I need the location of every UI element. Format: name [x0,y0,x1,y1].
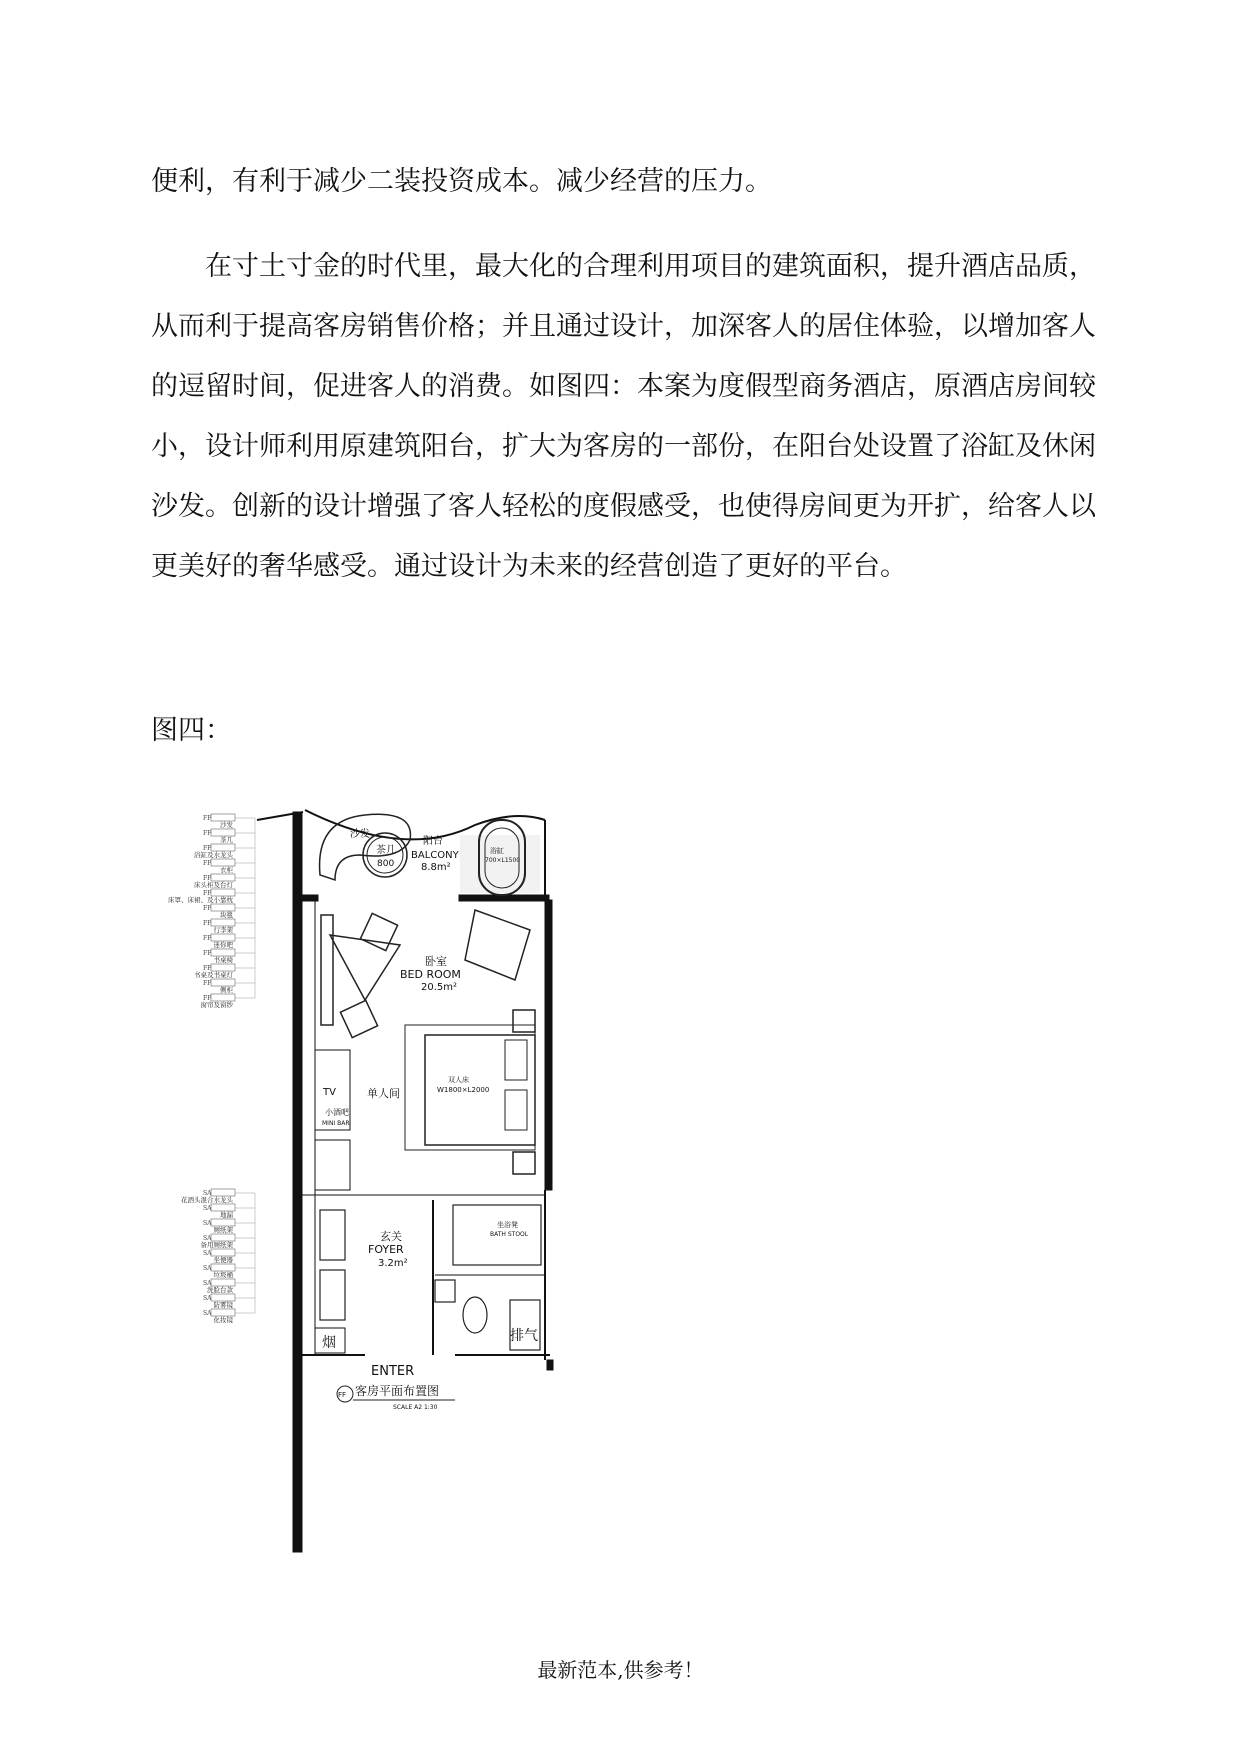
legend-item: 厕纸架 [213,1226,233,1234]
legend-box [211,1249,235,1256]
balcony-label-cn: 阳台 [423,836,443,847]
legend-box [211,979,235,986]
legend-item: 书桌及书桌灯 [194,971,233,979]
legend-box [211,949,235,956]
legend-item: 备用厕纸架 [200,1241,233,1249]
legend-tag: FF [203,875,212,882]
legend-top [168,814,255,1009]
legend-item: 洗脸台款 [207,1286,233,1294]
legend-item: 茶几 [220,836,233,844]
legend-tag: FF [203,980,212,987]
plan-labels [322,827,538,1411]
sofa-label: 沙发 [350,829,370,840]
bath-stool-cn: 坐浴凳 [497,1221,518,1229]
legend-box [211,844,235,851]
legend-item: 床头柜及台灯 [194,881,233,889]
legend-tag: FF [203,935,212,942]
legend-box [211,889,235,896]
legend-item: 衣柜 [220,866,233,874]
floor-plan-figure [168,800,655,1590]
legend-box [211,1294,235,1301]
exhaust-label: 排气 [510,1328,538,1344]
legend-tag: FF [203,950,212,957]
legend-item: 窗帘及窗纱 [200,1001,233,1009]
foyer-label-en: FOYER [368,1243,404,1256]
legend-box [211,934,235,941]
paragraph-1: 便利，有利于减少二装投资成本。减少经营的压力。 [151,166,772,197]
legend-item: 坐便器 [213,1256,233,1264]
legend-item: 花洒头混合水龙头 [181,1196,233,1204]
legend-item: 书桌椅 [213,956,233,964]
legend-box [211,1279,235,1286]
legend-box [211,829,235,836]
legend-box [211,1309,235,1316]
legend-tag: FF [203,905,212,912]
foyer-label-cn: 玄关 [380,1230,402,1243]
tea-table-label: 茶几 [376,845,396,856]
bathtub-size: 700×L1500 [485,857,521,864]
legend-item: 行李架 [213,926,233,934]
legend-tag: FF [203,845,212,852]
balcony-label-en: BALCONY [411,850,459,861]
legend-box [211,1264,235,1271]
legend-item: 床罩、床裙、及小靠枕 [168,896,233,904]
tv-label: TV [323,1087,336,1098]
figure-caption: 图四： [151,715,232,746]
legend-tag: SA [203,1295,212,1302]
bedroom-label-en: BED ROOM [400,968,461,981]
legend-box [211,994,235,1001]
legend-box [211,919,235,926]
legend-item: 地漏 [220,1211,233,1219]
paragraph-2: 在寸土寸金的时代里，最大化的合理利用项目的建筑面积，提升酒店品质，从而利于提高客房销售价格；并且通过设计，加深客人的居住体验，以增加客人的逗留时间，促进客人的消费。如图四：本案为度假型商务酒店，原酒店房间较小，设计师利用原建筑阳台，扩大为客房的一部份，在阳台处设置了浴缸及休闲沙发。创新的设计增强了客人轻松的度假感受，也使得房间更为开扩，给客人以更美好的奢华感受。通过设计为未来的经营创造了更好的平台。 [151,251,1096,582]
minibar-label-cn: 小酒吧 [325,1108,349,1117]
legend-item: 防雾镜 [213,1301,233,1309]
foyer-area: 3.2m² [378,1258,408,1269]
legend-tag: SA [203,1220,212,1227]
legend-tag: SA [203,1190,212,1197]
legend-box [211,1234,235,1241]
minibar-label-en: MINI BAR [322,1120,350,1127]
legend-tag: SA [203,1265,212,1272]
plan-title: 客房平面布置图 [355,1384,440,1398]
plan-walls [257,810,553,1552]
legend-box [211,1204,235,1211]
legend-tag: FF [203,965,212,972]
legend-box [211,1189,235,1196]
legend-box [211,814,235,821]
page-footer: 最新范本,供参考！ [537,1658,704,1682]
legend-item: 化妆镜 [213,1316,233,1324]
legend-box [211,859,235,866]
legend-tag: FF [203,860,212,867]
legend-tag: FF [203,830,212,837]
title-tag: FF [338,1391,347,1399]
legend-item: 块毯 [220,911,233,919]
legend-tag: SA [203,1205,212,1212]
enter-label: ENTER [371,1364,415,1379]
bedroom-area: 20.5m² [421,982,458,993]
legend-tag: FF [203,920,212,927]
tea-table-size: 800 [377,859,395,869]
bedroom-label-cn: 卧室 [425,955,447,968]
legend-item: 垃圾桶 [213,1271,233,1279]
legend-tag: SA [203,1310,212,1317]
legend-tag: SA [203,1280,212,1287]
legend-tag: SA [203,1250,212,1257]
bathtub-label: 浴缸 [490,847,504,855]
legend-tag: FF [203,995,212,1002]
legend-bottom [181,1189,255,1324]
wardrobe [465,910,530,980]
desk [321,913,400,1037]
bath-stool-en: BATH STOOL [490,1231,529,1238]
legend-item: 迷你吧 [213,941,233,949]
single-room-label: 单人间 [367,1087,400,1100]
legend-tag: FF [203,890,212,897]
legend-box [211,904,235,911]
legend-item: 浴缸及水龙头 [194,851,233,859]
legend-box [211,1219,235,1226]
legend-tag: SA [203,1235,212,1242]
legend-tag: FF [203,815,212,822]
legend-box [211,874,235,881]
smoke-shaft-label: 烟 [322,1335,336,1351]
bed-size: W1800×L2000 [437,1086,490,1094]
plan-scale: SCALE A2 1:30 [393,1404,438,1411]
legend-item: 沙发 [220,821,233,829]
legend-item: 侧柜 [220,986,233,994]
bed-label: 双人床 [448,1076,469,1084]
legend-box [211,964,235,971]
balcony-area: 8.8m² [421,862,451,873]
